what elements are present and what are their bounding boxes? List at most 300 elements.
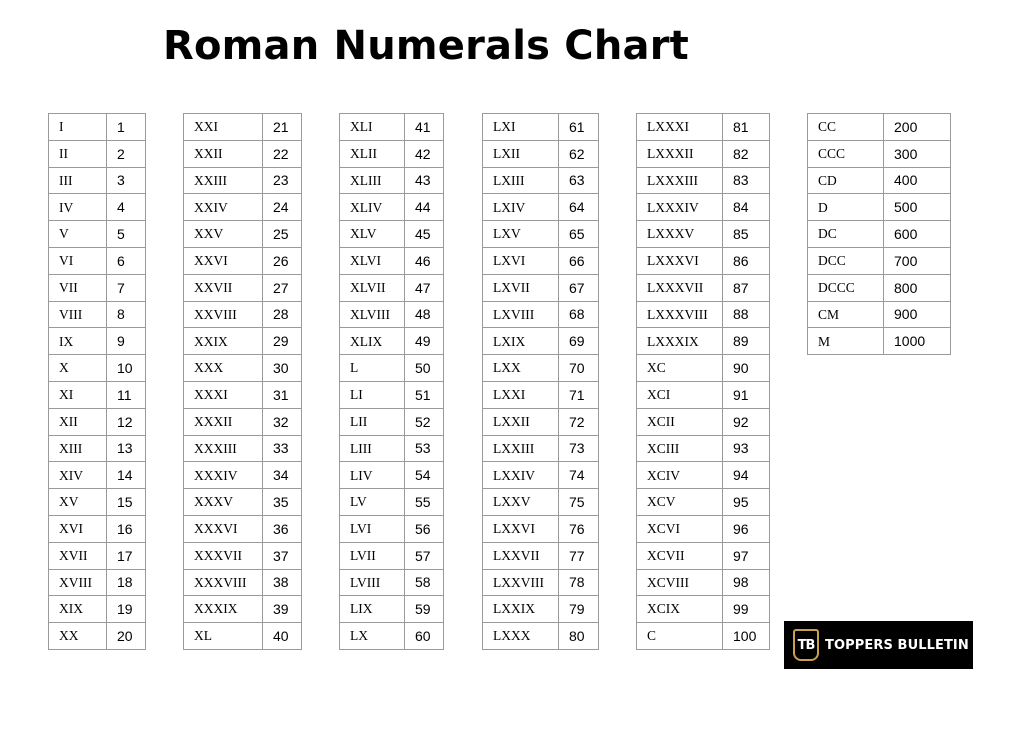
table-row <box>340 301 444 328</box>
table-row <box>483 114 599 141</box>
table-row <box>483 194 599 221</box>
roman-numeral-cell: IX <box>49 328 107 355</box>
roman-numeral-cell: XXXVI <box>184 515 263 542</box>
table-row <box>637 328 770 355</box>
number-cell: 69 <box>559 328 599 355</box>
table-row <box>340 435 444 462</box>
table-row <box>637 623 770 650</box>
roman-numeral-cell: CM <box>808 301 884 328</box>
roman-numeral-cell: D <box>808 194 884 221</box>
roman-numeral-cell: XXIV <box>184 194 263 221</box>
table-row <box>184 623 302 650</box>
roman-numeral-cell: IV <box>49 194 107 221</box>
roman-numeral-cell: XXIX <box>184 328 263 355</box>
table-row <box>340 462 444 489</box>
roman-numeral-cell: XXXIV <box>184 462 263 489</box>
roman-numeral-cell: XLII <box>340 140 405 167</box>
number-cell: 71 <box>559 381 599 408</box>
table-row <box>483 489 599 516</box>
table-row <box>49 462 146 489</box>
numeral-table-3 <box>339 113 444 650</box>
number-cell: 4 <box>107 194 146 221</box>
roman-numeral-cell: XCIX <box>637 596 723 623</box>
table-row <box>49 489 146 516</box>
table-row <box>340 596 444 623</box>
number-cell: 100 <box>723 623 770 650</box>
numeral-table-2 <box>183 113 302 650</box>
page-title: Roman Numerals Chart <box>163 23 689 69</box>
number-cell: 38 <box>263 569 302 596</box>
number-cell: 84 <box>723 194 770 221</box>
number-cell: 90 <box>723 355 770 382</box>
table-row <box>637 140 770 167</box>
table-row <box>49 515 146 542</box>
number-cell: 75 <box>559 489 599 516</box>
table-row <box>184 274 302 301</box>
roman-numeral-cell: XIV <box>49 462 107 489</box>
table-row <box>184 435 302 462</box>
table-row <box>184 596 302 623</box>
number-cell: 22 <box>263 140 302 167</box>
numeral-table-4 <box>482 113 599 650</box>
number-cell: 95 <box>723 489 770 516</box>
number-cell: 50 <box>405 355 444 382</box>
table-row <box>340 569 444 596</box>
table-row <box>49 274 146 301</box>
roman-numeral-cell: LX <box>340 623 405 650</box>
table-row <box>340 114 444 141</box>
roman-numeral-cell: XX <box>49 623 107 650</box>
table-row <box>637 596 770 623</box>
table-row <box>637 381 770 408</box>
roman-numeral-cell: XCIV <box>637 462 723 489</box>
number-cell: 66 <box>559 247 599 274</box>
table-row <box>340 515 444 542</box>
roman-numeral-cell: LI <box>340 381 405 408</box>
roman-numeral-cell: XXIII <box>184 167 263 194</box>
table-row <box>49 623 146 650</box>
number-cell: 63 <box>559 167 599 194</box>
table-row <box>49 435 146 462</box>
roman-numeral-cell: XXXI <box>184 381 263 408</box>
table-row <box>49 301 146 328</box>
roman-numeral-cell: XC <box>637 355 723 382</box>
roman-numeral-cell: DCC <box>808 247 884 274</box>
table-row <box>483 247 599 274</box>
number-cell: 93 <box>723 435 770 462</box>
table-body <box>49 114 146 650</box>
roman-numeral-cell: III <box>49 167 107 194</box>
table-row <box>808 167 951 194</box>
number-cell: 7 <box>107 274 146 301</box>
roman-numeral-cell: CCC <box>808 140 884 167</box>
number-cell: 85 <box>723 221 770 248</box>
table-row <box>637 301 770 328</box>
number-cell: 5 <box>107 221 146 248</box>
number-cell: 28 <box>263 301 302 328</box>
roman-numeral-cell: LXXVI <box>483 515 559 542</box>
table-row <box>340 247 444 274</box>
table-row <box>184 221 302 248</box>
number-cell: 37 <box>263 542 302 569</box>
number-cell: 19 <box>107 596 146 623</box>
number-cell: 40 <box>263 623 302 650</box>
number-cell: 32 <box>263 408 302 435</box>
roman-numeral-cell: XLIII <box>340 167 405 194</box>
number-cell: 8 <box>107 301 146 328</box>
numeral-table-1 <box>48 113 146 650</box>
table-row <box>808 114 951 141</box>
number-cell: 6 <box>107 247 146 274</box>
table-row <box>483 381 599 408</box>
table-row <box>340 194 444 221</box>
roman-numeral-cell: XXVI <box>184 247 263 274</box>
roman-numeral-cell: LXXXVI <box>637 247 723 274</box>
number-cell: 12 <box>107 408 146 435</box>
number-cell: 51 <box>405 381 444 408</box>
roman-numeral-cell: XLIX <box>340 328 405 355</box>
table-row <box>340 489 444 516</box>
roman-numeral-cell: V <box>49 221 107 248</box>
table-row <box>49 140 146 167</box>
roman-numeral-cell: LXXIV <box>483 462 559 489</box>
number-cell: 48 <box>405 301 444 328</box>
table-row <box>340 542 444 569</box>
number-cell: 60 <box>405 623 444 650</box>
number-cell: 89 <box>723 328 770 355</box>
roman-numeral-cell: LXXVII <box>483 542 559 569</box>
number-cell: 52 <box>405 408 444 435</box>
number-cell: 44 <box>405 194 444 221</box>
roman-numeral-cell: LVI <box>340 515 405 542</box>
roman-numeral-cell: XLIV <box>340 194 405 221</box>
roman-numeral-cell: LXIX <box>483 328 559 355</box>
number-cell: 700 <box>884 247 951 274</box>
table-row <box>340 623 444 650</box>
roman-numeral-cell: LVII <box>340 542 405 569</box>
roman-numeral-cell: XXV <box>184 221 263 248</box>
table-row <box>483 355 599 382</box>
roman-numeral-cell: XXI <box>184 114 263 141</box>
number-cell: 41 <box>405 114 444 141</box>
table-row <box>340 140 444 167</box>
roman-numeral-cell: XIX <box>49 596 107 623</box>
number-cell: 34 <box>263 462 302 489</box>
table-row <box>808 274 951 301</box>
roman-numeral-cell: XLVIII <box>340 301 405 328</box>
table-body <box>637 114 770 650</box>
number-cell: 17 <box>107 542 146 569</box>
table-body <box>184 114 302 650</box>
roman-numeral-cell: XL <box>184 623 263 650</box>
number-cell: 76 <box>559 515 599 542</box>
roman-numeral-cell: LXXX <box>483 623 559 650</box>
roman-numeral-cell: C <box>637 623 723 650</box>
number-cell: 300 <box>884 140 951 167</box>
roman-numeral-cell: LXVI <box>483 247 559 274</box>
roman-numeral-cell: LXXXIV <box>637 194 723 221</box>
number-cell: 21 <box>263 114 302 141</box>
number-cell: 99 <box>723 596 770 623</box>
roman-numeral-cell: LV <box>340 489 405 516</box>
roman-numeral-cell: XXXVIII <box>184 569 263 596</box>
roman-numeral-cell: XCI <box>637 381 723 408</box>
roman-numeral-cell: LXXXIX <box>637 328 723 355</box>
numeral-table-6 <box>807 113 951 355</box>
roman-numeral-cell: LXII <box>483 140 559 167</box>
table-row <box>808 247 951 274</box>
table-row <box>184 408 302 435</box>
roman-numeral-cell: II <box>49 140 107 167</box>
number-cell: 10 <box>107 355 146 382</box>
number-cell: 77 <box>559 542 599 569</box>
roman-numeral-cell: LXXVIII <box>483 569 559 596</box>
roman-numeral-cell: XXX <box>184 355 263 382</box>
table-body <box>483 114 599 650</box>
number-cell: 82 <box>723 140 770 167</box>
number-cell: 96 <box>723 515 770 542</box>
logo-mark: TB <box>797 637 815 653</box>
number-cell: 54 <box>405 462 444 489</box>
table-row <box>637 194 770 221</box>
table-row <box>184 355 302 382</box>
table-row <box>184 167 302 194</box>
roman-numeral-cell: XLI <box>340 114 405 141</box>
logo-text: TOPPERS BULLETIN <box>825 637 969 653</box>
number-cell: 25 <box>263 221 302 248</box>
number-cell: 56 <box>405 515 444 542</box>
roman-numeral-cell: XI <box>49 381 107 408</box>
roman-numeral-cell: LXXV <box>483 489 559 516</box>
roman-numeral-cell: XCVIII <box>637 569 723 596</box>
table-row <box>808 328 951 355</box>
number-cell: 1000 <box>884 328 951 355</box>
number-cell: 72 <box>559 408 599 435</box>
table-row <box>340 221 444 248</box>
number-cell: 400 <box>884 167 951 194</box>
number-cell: 45 <box>405 221 444 248</box>
roman-numeral-cell: LXXII <box>483 408 559 435</box>
number-cell: 600 <box>884 221 951 248</box>
table-body <box>340 114 444 650</box>
roman-numeral-cell: LXXXVII <box>637 274 723 301</box>
number-cell: 49 <box>405 328 444 355</box>
table-row <box>184 542 302 569</box>
table-row <box>340 167 444 194</box>
roman-numeral-cell: XIII <box>49 435 107 462</box>
number-cell: 73 <box>559 435 599 462</box>
roman-numeral-cell: XXXIII <box>184 435 263 462</box>
roman-numeral-cell: XXVIII <box>184 301 263 328</box>
table-row <box>483 328 599 355</box>
table-row <box>49 167 146 194</box>
table-row <box>808 301 951 328</box>
roman-numeral-cell: LXXIX <box>483 596 559 623</box>
roman-numeral-cell: M <box>808 328 884 355</box>
table-row <box>340 381 444 408</box>
table-row <box>184 114 302 141</box>
number-cell: 46 <box>405 247 444 274</box>
table-row <box>483 596 599 623</box>
number-cell: 88 <box>723 301 770 328</box>
roman-numeral-cell: L <box>340 355 405 382</box>
roman-numeral-cell: XXXV <box>184 489 263 516</box>
roman-numeral-cell: XXXVII <box>184 542 263 569</box>
roman-numeral-cell: LXX <box>483 355 559 382</box>
roman-numeral-cell: LXIII <box>483 167 559 194</box>
number-cell: 65 <box>559 221 599 248</box>
number-cell: 86 <box>723 247 770 274</box>
roman-numeral-cell: VII <box>49 274 107 301</box>
table-row <box>49 408 146 435</box>
number-cell: 13 <box>107 435 146 462</box>
table-row <box>483 569 599 596</box>
roman-numeral-cell: LXVII <box>483 274 559 301</box>
table-row <box>49 221 146 248</box>
number-cell: 55 <box>405 489 444 516</box>
table-row <box>483 462 599 489</box>
number-cell: 62 <box>559 140 599 167</box>
table-row <box>483 623 599 650</box>
number-cell: 23 <box>263 167 302 194</box>
number-cell: 92 <box>723 408 770 435</box>
number-cell: 53 <box>405 435 444 462</box>
table-row <box>808 194 951 221</box>
roman-numeral-cell: XII <box>49 408 107 435</box>
table-row <box>637 114 770 141</box>
roman-numeral-cell: LIII <box>340 435 405 462</box>
table-row <box>637 515 770 542</box>
roman-numeral-cell: LXXXI <box>637 114 723 141</box>
roman-numeral-cell: LXXXVIII <box>637 301 723 328</box>
roman-numeral-cell: LXXIII <box>483 435 559 462</box>
number-cell: 59 <box>405 596 444 623</box>
table-row <box>184 569 302 596</box>
number-cell: 81 <box>723 114 770 141</box>
roman-numeral-cell: LXXXV <box>637 221 723 248</box>
table-row <box>637 247 770 274</box>
number-cell: 24 <box>263 194 302 221</box>
table-row <box>637 274 770 301</box>
number-cell: 87 <box>723 274 770 301</box>
table-row <box>808 221 951 248</box>
table-row <box>340 328 444 355</box>
number-cell: 61 <box>559 114 599 141</box>
number-cell: 74 <box>559 462 599 489</box>
number-cell: 500 <box>884 194 951 221</box>
roman-numeral-cell: LVIII <box>340 569 405 596</box>
number-cell: 18 <box>107 569 146 596</box>
table-row <box>49 381 146 408</box>
roman-numeral-cell: LXI <box>483 114 559 141</box>
roman-numeral-cell: XCV <box>637 489 723 516</box>
roman-numeral-cell: XCVI <box>637 515 723 542</box>
roman-numeral-cell: VIII <box>49 301 107 328</box>
number-cell: 58 <box>405 569 444 596</box>
table-row <box>483 408 599 435</box>
roman-numeral-cell: DC <box>808 221 884 248</box>
number-cell: 91 <box>723 381 770 408</box>
roman-numeral-cell: LXV <box>483 221 559 248</box>
roman-numeral-cell: LXXXII <box>637 140 723 167</box>
number-cell: 29 <box>263 328 302 355</box>
roman-numeral-cell: LII <box>340 408 405 435</box>
roman-numeral-cell: XCII <box>637 408 723 435</box>
table-row <box>184 462 302 489</box>
number-cell: 14 <box>107 462 146 489</box>
table-row <box>49 247 146 274</box>
number-cell: 36 <box>263 515 302 542</box>
table-row <box>637 221 770 248</box>
roman-numeral-cell: XXXIX <box>184 596 263 623</box>
numeral-table-5 <box>636 113 770 650</box>
toppers-bulletin-logo <box>784 621 973 669</box>
number-cell: 9 <box>107 328 146 355</box>
number-cell: 16 <box>107 515 146 542</box>
roman-numeral-cell: LXXXIII <box>637 167 723 194</box>
number-cell: 26 <box>263 247 302 274</box>
table-row <box>340 408 444 435</box>
roman-numeral-cell: I <box>49 114 107 141</box>
table-row <box>49 194 146 221</box>
table-row <box>49 328 146 355</box>
roman-numeral-cell: CC <box>808 114 884 141</box>
table-row <box>184 194 302 221</box>
table-row <box>637 355 770 382</box>
number-cell: 39 <box>263 596 302 623</box>
roman-numeral-cell: XVI <box>49 515 107 542</box>
number-cell: 3 <box>107 167 146 194</box>
roman-numeral-cell: LIV <box>340 462 405 489</box>
table-row <box>49 355 146 382</box>
number-cell: 15 <box>107 489 146 516</box>
number-cell: 27 <box>263 274 302 301</box>
roman-numeral-cell: LXIV <box>483 194 559 221</box>
table-row <box>340 274 444 301</box>
roman-numeral-cell: XXXII <box>184 408 263 435</box>
number-cell: 30 <box>263 355 302 382</box>
roman-numeral-cell: XVII <box>49 542 107 569</box>
table-row <box>483 274 599 301</box>
roman-numeral-cell: XLV <box>340 221 405 248</box>
table-row <box>184 489 302 516</box>
number-cell: 78 <box>559 569 599 596</box>
table-row <box>184 515 302 542</box>
number-cell: 79 <box>559 596 599 623</box>
table-row <box>184 140 302 167</box>
roman-numeral-cell: VI <box>49 247 107 274</box>
number-cell: 1 <box>107 114 146 141</box>
number-cell: 98 <box>723 569 770 596</box>
number-cell: 47 <box>405 274 444 301</box>
number-cell: 57 <box>405 542 444 569</box>
table-row <box>483 301 599 328</box>
table-row <box>483 542 599 569</box>
table-row <box>483 515 599 542</box>
number-cell: 67 <box>559 274 599 301</box>
number-cell: 35 <box>263 489 302 516</box>
number-cell: 64 <box>559 194 599 221</box>
roman-numeral-cell: XLVII <box>340 274 405 301</box>
roman-numeral-cell: LXXI <box>483 381 559 408</box>
number-cell: 80 <box>559 623 599 650</box>
table-row <box>483 140 599 167</box>
table-row <box>49 114 146 141</box>
table-row <box>637 569 770 596</box>
number-cell: 42 <box>405 140 444 167</box>
table-row <box>184 381 302 408</box>
roman-numeral-cell: LXVIII <box>483 301 559 328</box>
